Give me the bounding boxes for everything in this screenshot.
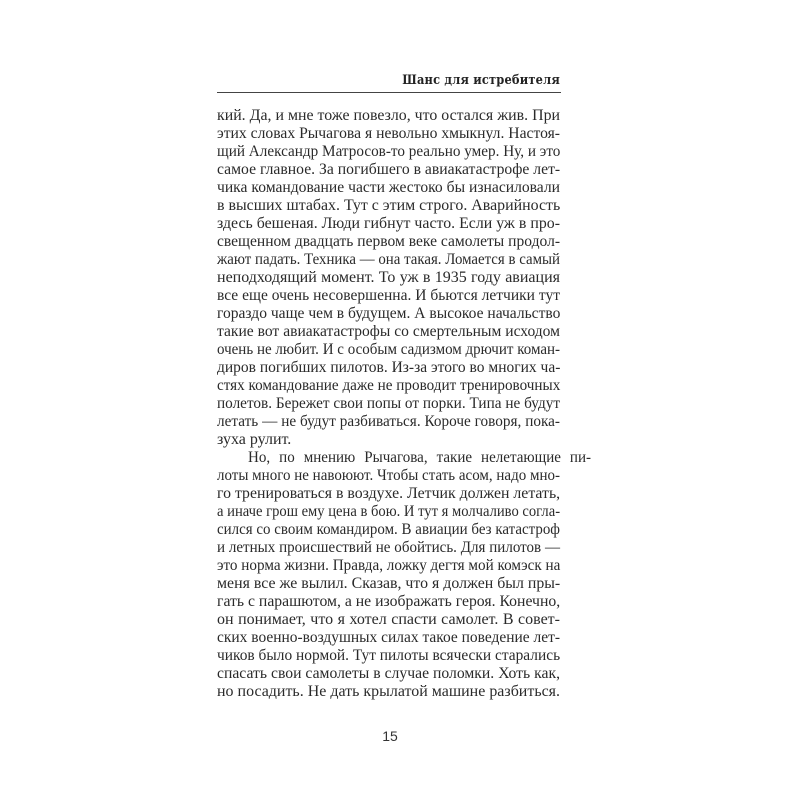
text-line: очень не любит. И с особым садизмом дрючит коман- <box>217 341 560 358</box>
page-number: 15 <box>382 728 398 744</box>
text-line: самое главное. За погибшего в авиакатастрофе лет- <box>217 161 561 178</box>
text-line: все еще очень несовершенна. И бьются летчики тут <box>217 287 560 304</box>
page-body <box>217 107 592 701</box>
header-rule <box>217 92 561 93</box>
text-line: спасать свои самолеты в случае поломки. Хоть как, <box>217 665 560 682</box>
text-line: летать — не будут разбиваться. Короче говоря, пока- <box>217 413 560 430</box>
text-line: это норма жизни. Правда, ложку дегтя мой комэск на <box>217 557 561 574</box>
running-header: Шанс для истребителя <box>402 73 560 88</box>
text-line: здесь бешеная. Люди гибнут часто. Если уж в про- <box>217 215 560 232</box>
text-line: стях командование даже не проводит тренировочных <box>217 377 561 394</box>
text-line: кий. Да, и мне тоже повезло, что остался жив. При <box>217 107 560 124</box>
text-line: чика командование части жестоко бы изнасиловали <box>217 179 560 196</box>
text-line: свещенном двадцать первом веке самолеты продол- <box>217 233 560 250</box>
text-line: жают падать. Техника — она такая. Ломается в самый <box>217 251 560 268</box>
text-line: полетов. Бережет свои попы от порки. Типа не будут <box>217 395 560 412</box>
text-line: щий Александр Матросов-то реально умер. Ну, и это <box>217 143 561 160</box>
text-line: в высших штабах. Тут с этим строго. Аварийность <box>217 197 561 214</box>
text-line: и летных происшествий не обойтись. Для пилотов — <box>217 539 560 556</box>
text-line: а иначе грош ему цена в бою. И тут я молчаливо согла- <box>217 503 561 520</box>
text-line: такие вот авиакатастрофы со смертельным исходом <box>217 323 560 340</box>
text-line: диров погибших пилотов. Из-за этого во многих ча- <box>217 359 561 376</box>
text-line: но посадить. Не дать крылатой машине разбиться. <box>217 683 560 700</box>
text-line: гораздо чаще чем в будущем. А высокое начальство <box>217 305 561 322</box>
text-line: чиков было нормой. Тут пилоты всячески старались <box>217 647 561 664</box>
text-line: гать с парашютом, а не изображать героя. Конечно, <box>217 593 561 610</box>
text-line: ских военно-воздушных силах такое поведение лет- <box>217 629 560 646</box>
text-line: зуха рулит. <box>217 431 292 448</box>
text-line: Но, по мнению Рычагова, такие нелетающие пи- <box>248 449 592 466</box>
text-line: сился со своим командиром. В авиации без катастроф <box>217 521 560 538</box>
text-line: он понимает, что я хотел спасти самолет. В совет- <box>217 611 560 628</box>
text-line: этих словах Рычагова я невольно хмыкнул. Настоя- <box>217 125 560 142</box>
text-line: неподходящий момент. То уж в 1935 году авиация <box>217 269 560 286</box>
text-line: меня все же вылил. Сказав, что я должен был пры- <box>217 575 561 592</box>
text-line: го тренироваться в воздухе. Летчик должен летать, <box>217 485 561 502</box>
text-line: лоты много не навоюют. Чтобы стать асом, надо мно- <box>217 467 560 484</box>
